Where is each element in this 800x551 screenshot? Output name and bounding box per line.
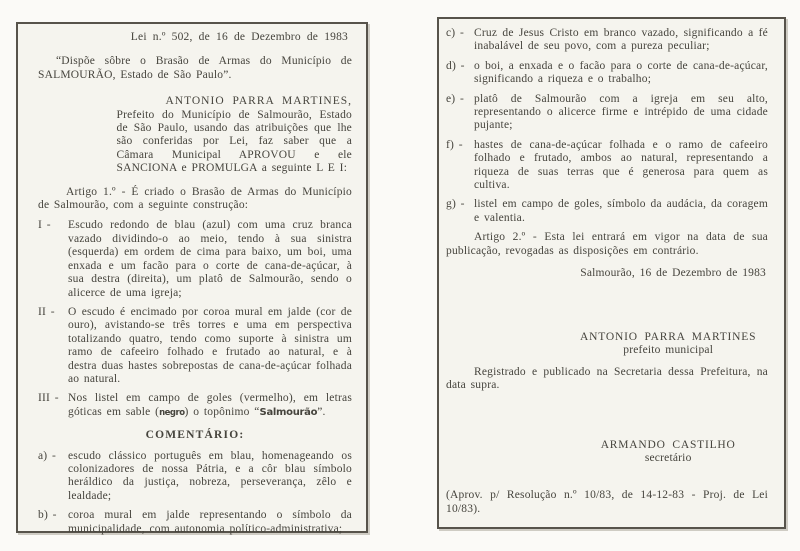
- item-marker: a) -: [38, 449, 57, 462]
- item-marker: e) -: [446, 92, 465, 105]
- commentary-item-d: [446, 60, 768, 87]
- registration-note: Registrado e publicado na Secretaria dessa Prefeitura, na data supra.: [446, 365, 768, 392]
- preamble-author-name: ANTONIO PARRA MARTINES,: [165, 95, 352, 108]
- item-text-pre: Nos listel em campo de goles (vermelho), em letras góticas em sable (: [68, 392, 352, 418]
- item-marker: d) -: [446, 59, 465, 72]
- dateline: Salmourão, 16 de Dezembro de 1983: [580, 267, 766, 280]
- heraldic-item-1: [38, 219, 352, 299]
- item-text: coroa mural em jalde representando o símbolo da municipalidade, com autonomia político-administrativa;: [68, 509, 352, 535]
- item-text: Cruz de Jesus Cristo em branco vazado, significando a fé inabalável de seu povo, com a pureza peculiar;: [474, 27, 768, 53]
- item-marker: c) -: [446, 27, 465, 39]
- item-text-post: ”.: [317, 405, 326, 418]
- heraldic-item-2: [38, 306, 352, 386]
- preamble-body: Prefeito do Município de Salmourão, Estado de São Paulo, usando das atribuições que lhe são conferidas por Lei, faz saber que a Câmara Municipal APROVOU e ele SANCIONA e PROMULGA a seguinte L E I:: [116, 108, 352, 175]
- signature-secretary-name: ARMANDO CASTILHO: [600, 438, 736, 451]
- gothic-word-negro: negro: [159, 407, 185, 418]
- item-marker: g) -: [446, 198, 465, 211]
- signature-mayor-name: ANTONIO PARRA MARTINES: [580, 330, 757, 343]
- commentary-item-f: [446, 139, 768, 193]
- approval-note: (Aprov. p/ Resolução n.º 10/83, de 14-12-83 - Proj. de Lei 10/83).: [446, 489, 768, 515]
- item-text: Escudo redondo de blau (azul) com uma cruz branca vazado dividindo-o ao meio, tendo à sua sinistra (esquerda) em ordem de cima para baixo, um boi, uma enxada e um facão para o corte de cana-de-açúcar, à sua destra (direita), um platô de Salmourão, sendo o alicerce de uma igreja;: [68, 219, 352, 299]
- item-text: listel em campo de goles, símbolo da audácia, da coragem e valentia.: [474, 198, 768, 224]
- article-2-paragraph: Artigo 2.º - Esta lei entrará em vigor na data de sua publicação, revogadas as disposições em contrário.: [446, 231, 768, 257]
- item-text: escudo clássico português em blau, homenageando os colonizadores de nossa Pátria, e a côr blau símbolo heráldico da justiça, nobreza, perseverança, zêlo e lealdade;: [68, 449, 352, 502]
- item-marker: f) -: [446, 138, 463, 151]
- item-text: o boi, a enxada e o facão para o corte de cana-de-açúcar, significando a riqueza e o trabalho;: [474, 59, 768, 86]
- item-marker: II -: [38, 305, 55, 318]
- law-epigraph: “Dispõe sôbre o Brasão de Armas do Município de SALMOURÃO, Estado de São Paulo”.: [38, 55, 352, 81]
- commentary-item-g: [446, 198, 768, 225]
- commentary-item-c: [446, 27, 768, 54]
- item-marker: I -: [38, 219, 51, 232]
- heraldic-item-3: [38, 392, 352, 420]
- commentary-item-b: [38, 509, 352, 536]
- law-title: Lei n.º 502, de 16 de Dezembro de 1983: [130, 31, 348, 43]
- item-text-mid: ) o topônimo “: [184, 405, 260, 418]
- page-right: [437, 17, 786, 529]
- commentary-heading: COMENTÁRIO:: [145, 429, 245, 442]
- article-1-paragraph: Artigo 1.º - É criado o Brasão de Armas do Município de Salmourão, com a seguinte construção:: [38, 185, 352, 212]
- gothic-toponym-salmourao: Salmourão: [259, 406, 318, 418]
- signature-mayor-role: prefeito municipal: [623, 343, 714, 356]
- signature-block-secretary: [446, 439, 768, 465]
- signature-secretary-role: secretário: [644, 452, 692, 465]
- page-left: [16, 22, 368, 533]
- signature-block-mayor: [446, 331, 768, 357]
- item-text: [68, 392, 352, 420]
- commentary-item-e: [446, 93, 768, 133]
- item-text: hastes de cana-de-açúcar folhada e o ramo de cafeeiro folhado e frutado, ambos ao natural, representando a riqueza de suas terras que é generosa para quem as cultiva.: [474, 138, 768, 192]
- item-marker: III -: [38, 392, 59, 405]
- item-marker: b) -: [38, 509, 57, 522]
- item-text: O escudo é encimado por coroa mural em jalde (cor de ouro), avistando-se três torres e uma em perspectiva totalizando quatro, tendo como suporte à sinistra um ramo de cafeeiro folhado e frutado ao natural, e à destra duas hastes sobrepostas de cana-de-açúcar folhada ao natural.: [68, 305, 352, 385]
- item-text: platô de Salmourão com a igreja em seu alto, representando o alicerce firme e intrépido de uma cidade pujante;: [474, 92, 768, 132]
- commentary-item-a: [38, 450, 352, 504]
